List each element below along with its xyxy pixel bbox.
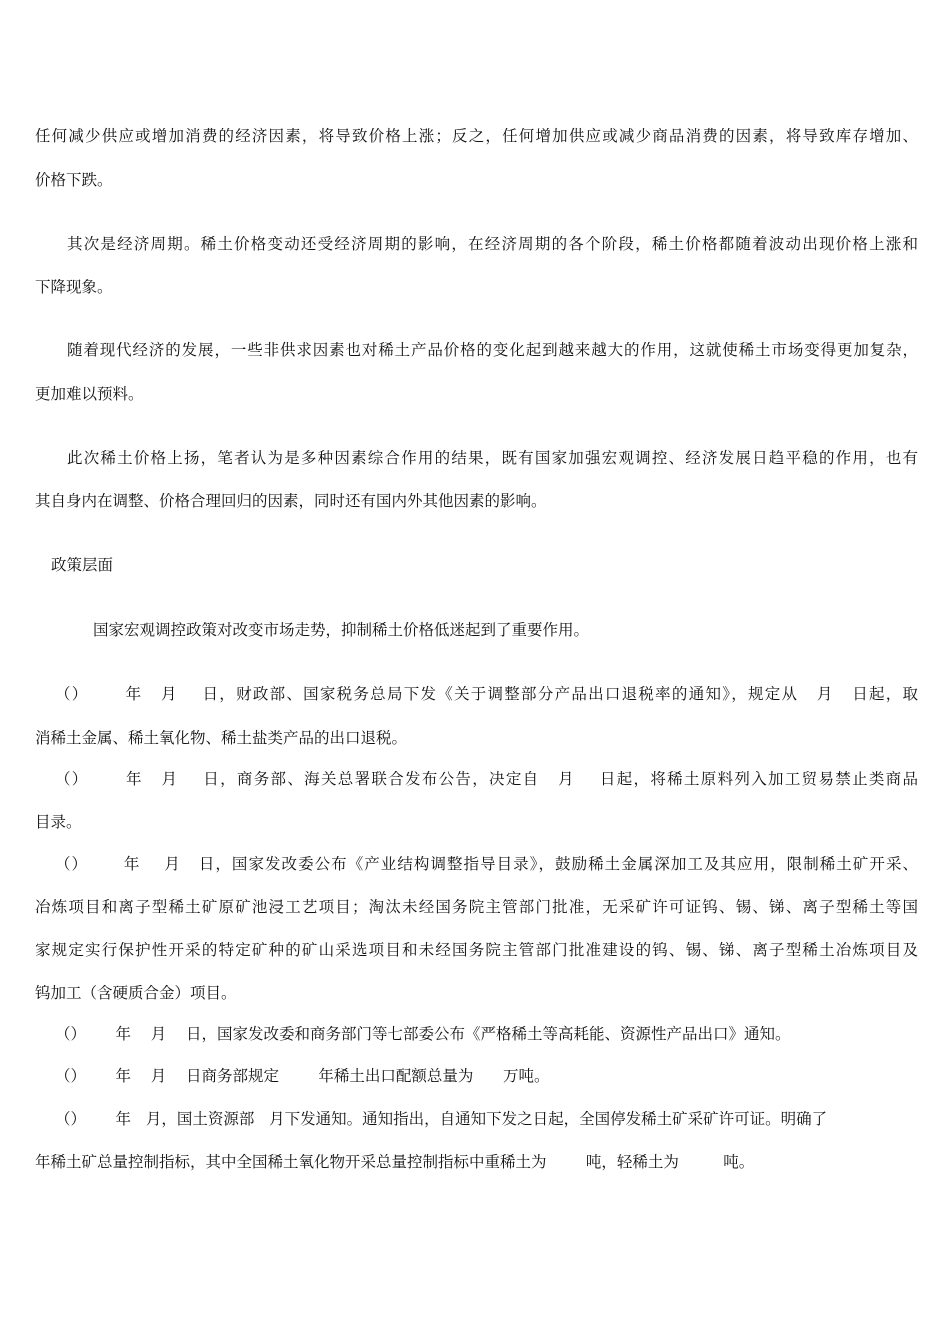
para1-line2: 价格下跌。	[35, 171, 113, 189]
item1-line1: （） 年 月 日，财政部、国家税务总局下发《关于调整部分产品出口退税率的通知》，规定从 月 日起，取	[55, 685, 918, 703]
item1-line2: 消稀土金属、稀土氧化物、稀土盐类产品的出口退税。	[35, 729, 408, 747]
para4-line1: 此次稀土价格上扬，笔者认为是多种因素综合作用的结果，既有国家加强宏观调控、经济发展日趋平稳的作用，也有	[67, 449, 918, 467]
item6-line1: （） 年 月，国土资源部 月下发通知。通知指出，自通知下发之日起，全国停发稀土矿采矿许可证。明确了	[55, 1110, 828, 1128]
item2-line1: （） 年 月 日，商务部、海关总署联合发布公告，决定自 月 日起，将稀土原料列入加工贸易禁止类商品	[55, 770, 918, 788]
item3-line1: （） 年 月 日，国家发改委公布《产业结构调整指导目录》，鼓励稀土金属深加工及其应用，限制稀土矿开采、	[55, 855, 918, 873]
item3-line3: 家规定实行保护性开采的特定矿种的矿山采选项目和未经国务院主管部门批准建设的钨、锡、锑、离子型稀土冶炼项目及	[35, 941, 918, 959]
para1-line1: 任何减少供应或增加消费的经济因素，将导致价格上涨；反之，任何增加供应或减少商品消费的因素，将导致库存增加、	[35, 127, 918, 145]
section-heading: 政策层面	[51, 556, 114, 574]
item3-line4: 钨加工（含硬质合金）项目。	[35, 984, 237, 1002]
para2-line2: 下降现象。	[35, 278, 113, 296]
para4-line2: 其自身内在调整、价格合理回归的因素，同时还有国内外其他因素的影响。	[35, 492, 547, 510]
item2-line2: 目录。	[35, 813, 82, 831]
para2-line1: 其次是经济周期。稀土价格变动还受经济周期的影响，在经济周期的各个阶段，稀土价格都随着波动出现价格上涨和	[67, 235, 918, 253]
para3-line1: 随着现代经济的发展，一些非供求因素也对稀土产品价格的变化起到越来越大的作用，这就使稀土市场变得更加复杂，	[67, 341, 918, 359]
item5-line1: （） 年 月 日商务部规定 年稀土出口配额总量为 万吨。	[55, 1067, 550, 1085]
para3-line2: 更加难以预料。	[35, 385, 144, 403]
item4-line1: （） 年 月 日，国家发改委和商务部门等七部委公布《严格稀土等高耗能、资源性产品出口》通知。	[55, 1025, 791, 1043]
item3-line2: 冶炼项目和离子型稀土矿原矿池浸工艺项目；淘汰未经国务院主管部门批准，无采矿许可证钨、锡、锑、离子型稀土等国	[35, 898, 918, 916]
item6-line2: 年稀土矿总量控制指标，其中全国稀土氧化物开采总量控制指标中重稀土为 吨，轻稀土为 吨。	[35, 1153, 755, 1171]
intro-text: 国家宏观调控政策对改变市场走势，抑制稀土价格低迷起到了重要作用。	[93, 621, 590, 639]
